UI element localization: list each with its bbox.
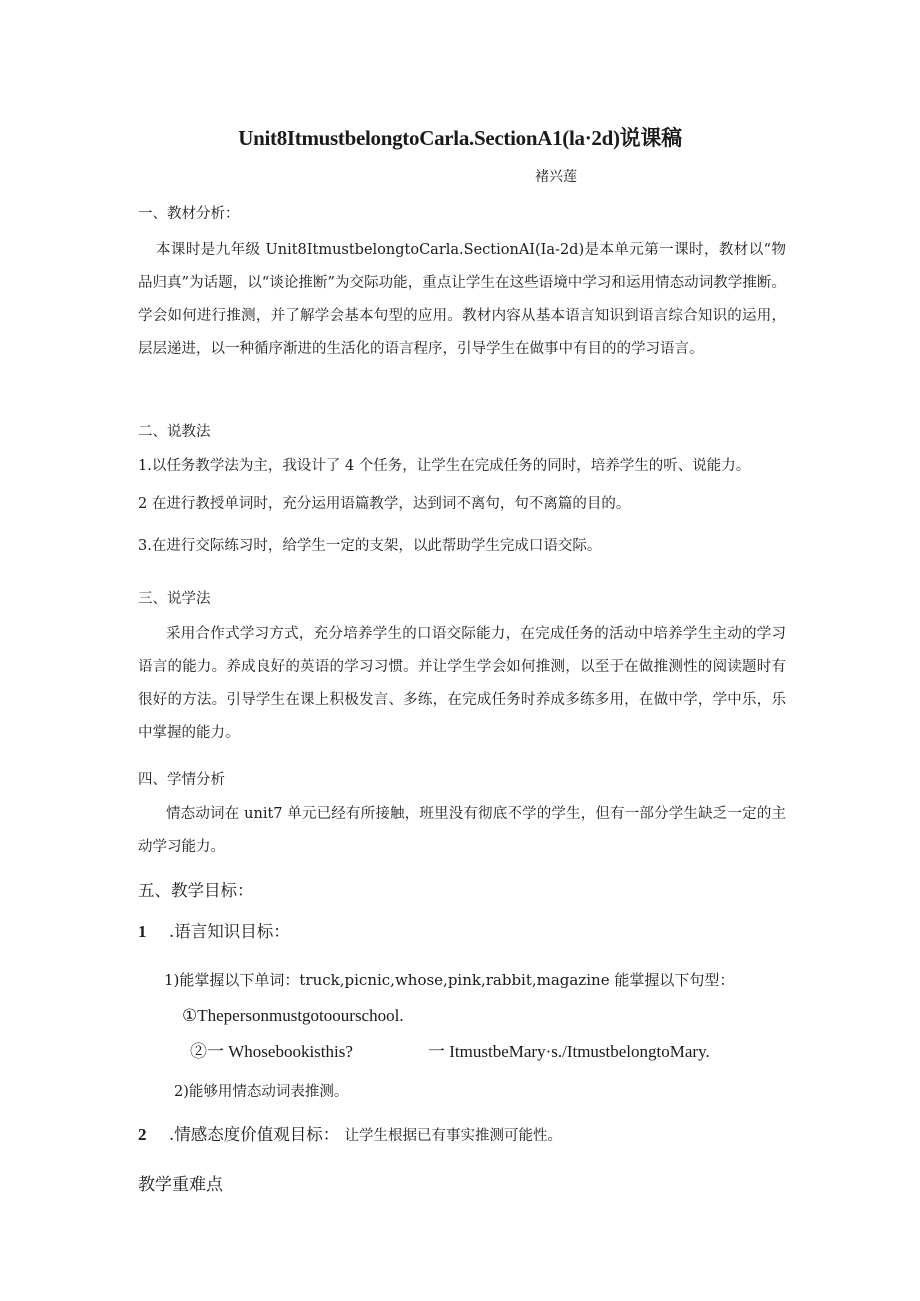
section-heading-key-difficulties: 教学重难点 [138, 1175, 223, 1195]
teaching-method-item-3: 3.在进行交际练习时，给学生一定的支架，以此帮助学生完成口语交际。 [138, 538, 602, 554]
example-sentence-2-answer: 一 ItmustbeMary·s./ItmustbelongtoMary. [428, 1042, 710, 1061]
author-name: 褚兴莲 [535, 169, 577, 185]
teaching-method-item-1: 1.以任务教学法为主，我设计了 4 个任务，让学生在完成任务的同时，培养学生的听、说能力。 [138, 458, 751, 474]
goal-label-emotional-attitude: .情感态度价值观目标： [169, 1125, 340, 1144]
goal-emotional-attitude [138, 1121, 562, 1145]
teaching-method-item-2: 2 在进行教授单词时，充分运用语篇教学，达到词不离句，句不离篇的目的。 [138, 496, 631, 512]
goal-text-emotional-attitude: 让学生根据已有事实推测可能性。 [344, 1128, 562, 1144]
goal-number-1: 1 [138, 922, 147, 941]
goal-label-language-knowledge: .语言知识目标： [169, 922, 290, 941]
goal-language-knowledge [138, 918, 290, 942]
vocabulary-requirement: 1)能掌握以下单词：truck,picnic,whose,pink,rabbit,magazine 能掌握以下句型： [164, 971, 735, 989]
material-analysis-paragraph: 本课时是九年级 Unit8ItmustbelongtoCarla.SectionAI(Ia-2d)是本单元第一课时，教材以“物品归真”为话题，以“谈论推断”为交际功能，重点让学生在这些语境中学习和运用情态动词教学推断。学会如何进行推测，并了解学会基本句型的应用。教材内容从基本语言知识到语言综合知识的运用，层层递进，以一种循序渐进的生活化的语言程序，引导学生在做事中有目的的学习语言。 [138, 242, 786, 357]
learning-method-paragraph: 采用合作式学习方式，充分培养学生的口语交际能力，在完成任务的活动中培养学生主动的学习语言的能力。养成良好的英语的学习习惯。并让学生学会如何推测，以至于在做推测性的阅读题时有很好的方法。引导学生在课上积极发言、多练，在完成任务时养成多练多用，在做中学，学中乐，乐中掌握的能力。 [138, 626, 786, 741]
section-heading-learning-method: 三、说学法 [138, 591, 211, 607]
section-heading-teaching-method: 二、说教法 [138, 424, 211, 440]
example-sentence-2-question: ②一 Whosebookisthis? [190, 1042, 353, 1061]
goal-number-2: 2 [138, 1125, 147, 1144]
student-analysis-paragraph: 情态动词在 unit7 单元已经有所接触，班里没有彻底不学的学生，但有一部分学生缺乏一定的主动学习能力。 [138, 806, 786, 855]
example-sentence-1: ①Thepersonmustgotoourschool. [182, 1006, 404, 1025]
section-heading-student-analysis: 四、学情分析 [138, 772, 225, 788]
section-heading-material-analysis: 一、教材分析： [138, 206, 240, 222]
section-heading-teaching-goals: 五、教学目标： [138, 881, 254, 900]
document-title: Unit8ItmustbelongtoCarla.SectionA1(la·2d)说课稿 [238, 126, 682, 150]
modal-verb-requirement: 2)能够用情态动词表推测。 [174, 1084, 349, 1100]
